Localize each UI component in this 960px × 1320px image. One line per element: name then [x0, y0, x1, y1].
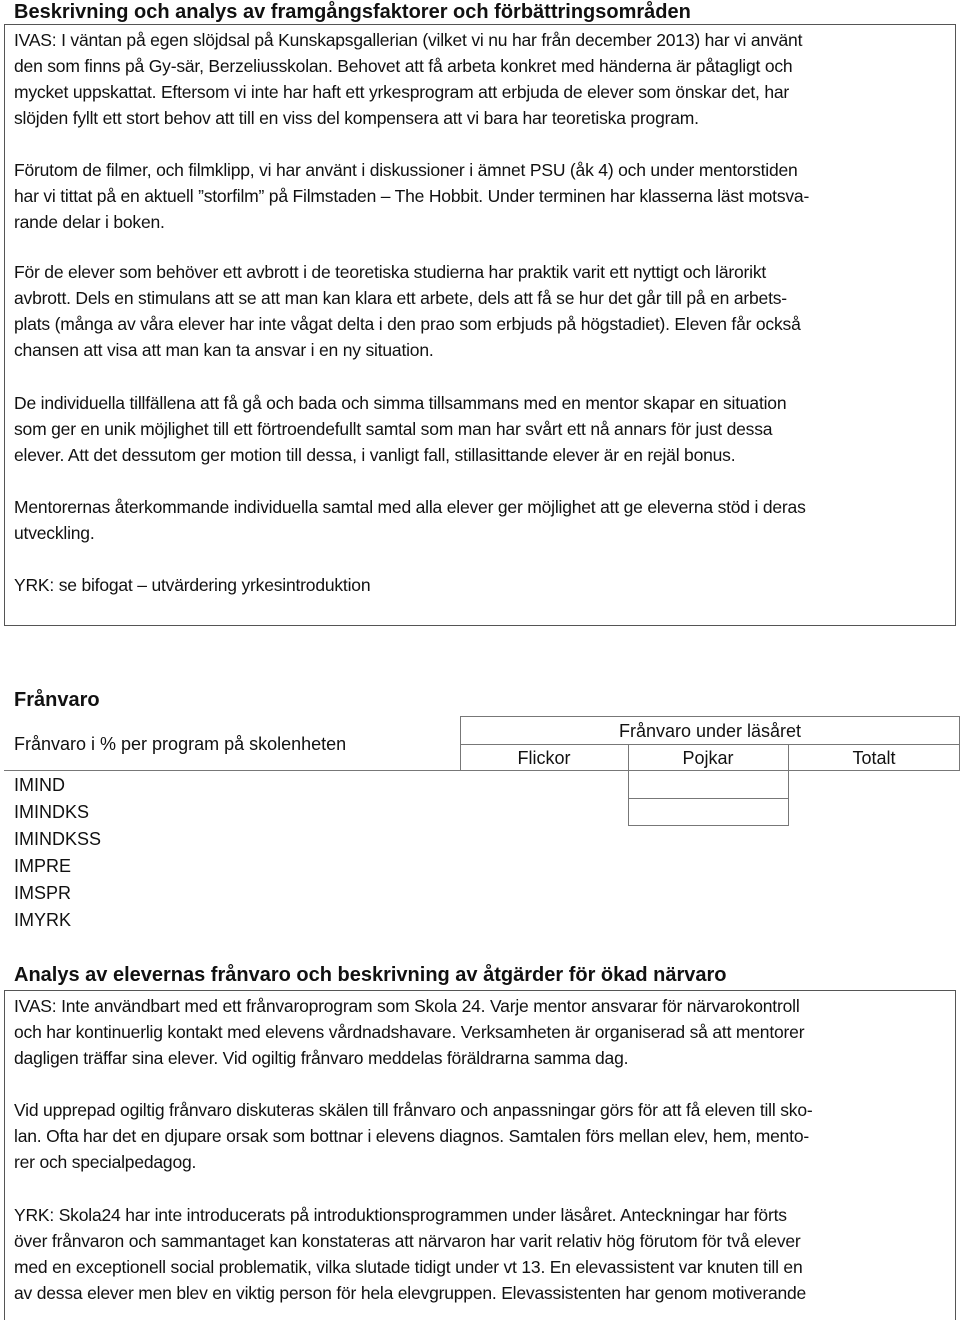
paragraph-praktik: För de elever som behöver ett avbrott i de teoretiska studierna har praktik varit ett nyttigt och lärorikt avbrott. Dels en stimulans att se att man kan klara ett arbete, dels att få se hur det går till på en arbets- plats (många av våra elever har inte vågat delta i den prao som erbjuds på högstadiet). Eleven får också chansen att visa att man kan ta ansvar i en ny situation.	[14, 262, 801, 360]
column-header-pojkar: Pojkar	[682, 748, 734, 768]
row-header: Frånvaro i % per program på skolenheten	[14, 734, 347, 754]
program-row-label: IMINDKS	[14, 802, 90, 822]
program-row-label: IMIND	[14, 775, 65, 795]
section-heading-success-factors: Beskrivning och analys av framgångsfaktorer och förbättringsområden	[14, 1, 691, 23]
paragraph-yrk: YRK: se bifogat – utvärdering yrkesintroduktion	[14, 575, 371, 595]
paragraph-mentorer: Mentorernas återkommande individuella samtal med alla elever ger möjlighet att ge eleverna stöd i deras utveckling.	[14, 497, 806, 543]
group-header: Frånvaro under läsåret	[618, 721, 802, 741]
franvaro-heading: Frånvaro	[14, 689, 100, 711]
paragraph-bada: De individuella tillfällena att få gå och bada och simma tillsammans med en mentor skapar en situation som ger en unik möjlighet till ett förtroendefullt samtal som man har svårt ett nå annars för just dessa elever. Att det dessutom ger motion till dessa, i vanligt fall, stillasittande elever är en rejäl bonus.	[14, 393, 787, 465]
section-heading-franvaro-analys: Analys av elevernas frånvaro och beskrivning av åtgärder för ökad närvaro	[14, 964, 727, 986]
column-header-flickor: Flickor	[517, 748, 571, 768]
paragraph-upprepad-franvaro: Vid upprepad ogiltig frånvaro diskuteras skälen till frånvaro och anpassningar görs för att få eleven till sko- lan. Ofta har det en djupare orsak som bottnar i elevens diagnos. Samtalen förs mellan elev, hem, mento- rer och specialpedagog.	[14, 1100, 813, 1172]
paragraph-yrk-skola24: YRK: Skola24 har inte introducerats på introduktionsprogrammen under läsåret. Anteckningar har förts över frånvaron och sammantaget kan konstateras att närvaron har varit relativ hög förutom för två elever med en exceptionell social problematik, vilka slutade tidigt under vt 13. En elevassistent var knuten till en av dessa elever men blev en viktig person för hela elevgruppen. Elevassistenten har genom motiverande	[14, 1205, 807, 1303]
program-row-label: IMPRE	[14, 856, 72, 876]
program-row-label: IMINDKSS	[14, 829, 102, 849]
paragraph-filmer: Förutom de filmer, och filmklipp, vi har använt i diskussioner i ämnet PSU (åk 4) och under mentorstiden har vi tittat på en aktuell ”storfilm” på Filmstaden – The Hobbit. Under terminen har klasserna läst motsva- rande delar i boken.	[14, 160, 810, 232]
program-row-label: IMYRK	[14, 910, 72, 930]
paragraph-ivas-sloejd: IVAS: I väntan på egen slöjdsal på Kunskapsgallerian (vilket vi nu har från december 2013) har vi använt den som finns på Gy-sär, Berzeliusskolan. Behovet att få arbeta konkret med händerna är påtagligt och mycket uppskattat. Eftersom vi inte har haft ett yrkesprogram att erbjuda de elever som önskar det, har slöjden fyllt ett stort behov att till en viss del kompensera att vi bara har teoretiska program.	[14, 30, 803, 128]
paragraph-ivas-franvaro: IVAS: Inte användbart med ett frånvaroprogram som Skola 24. Varje mentor ansvarar för närvarokontroll och har kontinuerlig kontakt med elevens vårdnadshavare. Verksamheten är organiserad så att mentorer dagligen träffar sina elever. Vid ogiltig frånvaro meddelas föräldrarna samma dag.	[14, 996, 805, 1068]
program-row-label: IMSPR	[14, 883, 72, 903]
column-header-totalt: Totalt	[852, 748, 896, 768]
